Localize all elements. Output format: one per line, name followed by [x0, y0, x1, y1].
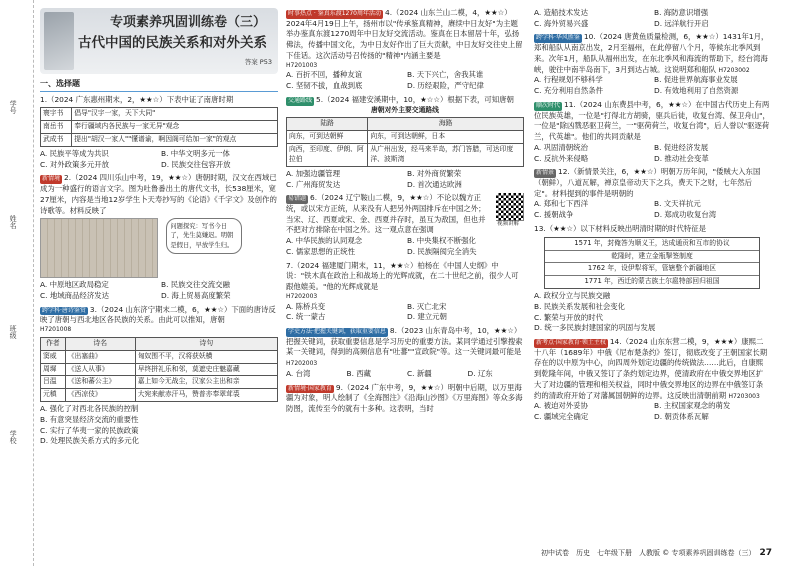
option[interactable]: D. 郑成功收复台湾	[654, 210, 717, 220]
option[interactable]: D. 历经艰险，严守纪律	[407, 81, 484, 91]
timeline-item: 1762 年，设伊犁将军，管辖整个新疆地区	[545, 263, 759, 276]
table-title: 唐朝对外主要交通路线	[371, 105, 439, 114]
question-9	[286, 383, 524, 415]
option[interactable]: D. 统一多民族封建国家的巩固与发展	[534, 323, 656, 333]
question-stem: 1.（2024 广东惠州期末，2，★★☆）下表中证了南唐时期	[40, 94, 234, 104]
option[interactable]: A. 被迫对外妥协	[534, 401, 588, 411]
column-left	[40, 8, 278, 450]
option[interactable]: B. 民族关系发展和社会变化	[534, 301, 626, 311]
timeline-box	[544, 237, 760, 289]
question-stem: 3.（2024 山东济宁期末二模，6，★★☆）下面的唐诗反映了唐朝与西北地区各民族的关系。由此可以推知，唐朝	[40, 304, 276, 325]
option[interactable]: D. 辽东	[467, 368, 493, 378]
options	[286, 302, 524, 323]
side-label-class: 班级	[9, 325, 18, 339]
option[interactable]: B. 海防意识增强	[654, 8, 709, 17]
option[interactable]: C. 对外政策多元开放	[40, 159, 109, 169]
option[interactable]: C. 新疆	[407, 368, 432, 378]
option[interactable]: D. 建立元朝	[407, 312, 447, 322]
question-stem: 11.（2024 山东费县中考，6，★★☆）在中国古代历史上有两位民族英雄，一位是"打得北方胡骑，驱兵后徒，收复台湾、保卫舟山"，一位是"除凶戮恶驱卫荷兰，一"驱荷荷兰，收复台湾"，后人誉以"驱逐荷兰，代英雄"。他们的共同贡献是	[534, 99, 770, 142]
question-stem: 5.（2024 福建安溪期中，10，★☆☆）根据下表，可知唐朝	[316, 94, 514, 104]
question-8	[286, 326, 524, 380]
option[interactable]: C. 充分利用自然条件	[534, 86, 603, 96]
question-stem: 8.（2023 山东青岛中考，10，★★☆）把握关键词，获取重要信息是学习历史的重要方法。某同学通过引擎搜索某一关键词，得到的高频信息有"吐蕃""宣政院"等。这一关键词最可能是	[286, 326, 523, 357]
side-label-id: 学号	[9, 100, 18, 114]
footer-text: 初中试卷 历史 七年级下册 人教版 © 专项素养巩固训练卷（三）	[541, 548, 756, 557]
question-14	[534, 337, 770, 423]
page-number: 27	[759, 547, 772, 558]
option[interactable]: B. 天下兴亡，舍我其谁	[407, 70, 484, 80]
option[interactable]: B. 主权国家观念的萌发	[654, 401, 731, 411]
question-tag: 顺次时代	[536, 101, 561, 109]
options	[534, 143, 770, 164]
option[interactable]: A. 强化了对西北各民族的控制	[40, 404, 139, 414]
options	[286, 236, 524, 257]
option[interactable]: C. 坚韧不拔，血战到底	[286, 81, 363, 91]
question-6	[286, 193, 524, 257]
option[interactable]: B. 对外商贸繁荣	[407, 168, 462, 178]
option[interactable]: D. 有效地利用了自然资源	[654, 86, 739, 96]
question-tag: 时事热点 · 鉴真东渡1270周年活动	[288, 10, 381, 17]
question-tag: 跨学科·唐诗鉴赏	[42, 306, 86, 314]
qr-caption: 视频讲解	[496, 221, 519, 228]
option[interactable]: A. 百折不回，播种友谊	[286, 70, 363, 80]
timeline-item: 乾隆时，建立金瓶掣签制度	[545, 251, 759, 264]
question-stem: 13.（★★☆）以下材料反映出明清时期的时代特征是	[534, 223, 707, 233]
option[interactable]: A. 中华民族的认同观念	[286, 236, 363, 246]
option[interactable]: A. 中原地区政局稳定	[40, 280, 109, 290]
option[interactable]: C. 广州海贸发达	[286, 179, 341, 189]
question-table: 寰宇书 倡导"汉宇一家，天下大同" 南岳书 奉行疆域内各民族与一家无异"观念 武成书 提出"胡汉一家人""懂谱谕，啊因阁可给加一家"的观点	[40, 107, 278, 147]
option[interactable]: C. 援朝战争	[534, 210, 574, 220]
question-5	[286, 95, 524, 190]
option[interactable]: D. 民族交往包容开放	[161, 159, 231, 169]
column-middle	[286, 8, 524, 418]
question-code: H7202003	[286, 292, 318, 300]
qr-code-icon[interactable]	[496, 193, 524, 221]
mountain-image	[44, 12, 74, 70]
timeline-item: 1571 年，封俺答为顺义王，达成通贡和互市的协议	[545, 238, 759, 251]
question-stem: 14.（2024 山东东营二模，9，★★★）康熙二十八年（1689年）中俄《尼布楚条约》签订，彻底改变了王朝国家长期存在的以中原为中心，向四周外划定边疆的传统做法……此后，自康熙到乾隆年间，中俄又签订了条约划定边界，使清政府在中俄交界地区扩大了对边疆的管理和相关权益，同时中俄交界地区的边界在中俄签订条约的清政府开始了对藩属国朝鲜的边界。这反映出清朝前期	[534, 337, 768, 400]
option[interactable]: B. 西藏	[346, 368, 372, 378]
question-2	[40, 173, 278, 301]
speech-bubble: 问题探究：写书今日了，先生莫嫌迟。明朝是假日，早放学生归。	[166, 218, 242, 253]
option[interactable]: B. 中华文明多元一体	[161, 148, 230, 158]
option[interactable]: A. 巩固清朝统治	[534, 142, 588, 152]
question-code: H7201003	[286, 61, 318, 69]
options	[534, 291, 770, 334]
options	[534, 401, 770, 422]
section-title: 一、选择题	[40, 78, 278, 92]
q9-options	[534, 8, 770, 29]
option[interactable]: C. 海外贸易兴盛	[534, 18, 589, 28]
options	[286, 70, 524, 91]
question-code: H7202003	[286, 360, 318, 368]
options	[40, 280, 278, 301]
question-tag: 新考点·国家教育·领土主权	[536, 339, 606, 346]
question-tag: 学史方法·把握关键词，获取重要信息	[288, 328, 386, 336]
options	[534, 75, 770, 96]
option[interactable]: B. 有意突显经济交流的重要性	[40, 414, 139, 424]
side-label-school: 学校	[9, 430, 18, 444]
option[interactable]: B. 中央集权不断强化	[407, 236, 476, 246]
option[interactable]: C. 繁荣与开放的时代	[534, 312, 603, 322]
question-1	[40, 95, 278, 171]
options	[286, 369, 524, 380]
page-footer	[541, 547, 772, 560]
option[interactable]: A. 行程规划不够科学	[534, 75, 603, 85]
option[interactable]: A. 台湾	[286, 368, 311, 378]
option[interactable]: B. 民族交往交流交融	[161, 280, 230, 290]
question-13	[534, 224, 770, 334]
option[interactable]: C. 反抗外来侵略	[534, 153, 589, 163]
question-code: H7203002	[718, 66, 750, 74]
question-stem: 2.（2024 四川乐山中考，19，★★☆）唐朝时期，汉文在西域已成为一种盛行的语言文字。图为吐鲁番出土的唐代文书，长538厘米，宽27厘米，内容是当地12岁学生卜天寿抄写的《论语》《千字文》及创作的诗歌等。材料反映了	[40, 173, 277, 215]
option[interactable]: C. 实行了华夷一家的民族政策	[40, 425, 139, 435]
title-line-2: 古代中国的民族关系和对外关系	[78, 35, 267, 51]
option[interactable]: A. 民族平等成为共识	[40, 148, 109, 158]
title-banner	[40, 8, 278, 74]
side-label-name: 姓名	[9, 215, 18, 229]
question-tag: 新情境·国家教育	[288, 384, 332, 392]
binding-strip	[0, 0, 34, 566]
poem-table: 作者 诗名 诗句 窦威 《出塞曲》 匈奴围不平，汉将获妖横 周墀 《送人从事》 早终拼礼乐和邻，莫遮史庄魅嘉藏 吕温 《送和蕃公主》 嘉上如今无战尘，汉家公主出和亲 元稹 《西凉伎》 大宛来献赤汗马，赞普亦奉翠茸裘	[40, 337, 278, 402]
options	[534, 199, 770, 220]
question-11	[534, 100, 770, 164]
options	[40, 149, 278, 170]
option[interactable]: D. 民族隔阂完全消失	[407, 246, 477, 256]
question-stem: 12.（新情景关注，6，★★☆）明朝万历年间，"倭贼大入东国（朝鲜），八道瓦解，禅京皇帝动天下之兵，费天下之财，七年然后定"。材料提到的事件是明朝的	[534, 167, 761, 198]
option[interactable]: C. 统一蒙古	[286, 312, 326, 322]
options	[40, 404, 278, 447]
option[interactable]: A. 政权分立与民族交融	[534, 291, 611, 301]
option[interactable]: A. 加强边疆管理	[286, 168, 340, 178]
option[interactable]: C. 疆域完全确定	[534, 412, 589, 422]
question-3	[40, 305, 278, 447]
option[interactable]: B. 文天祥抗元	[654, 199, 701, 209]
option[interactable]: D. 海上贸易高度繁荣	[161, 291, 231, 300]
question-tag: 新情景	[536, 169, 555, 177]
option[interactable]: D. 朝贡体系瓦解	[654, 412, 709, 422]
option[interactable]: A. 造船技术发达	[534, 8, 588, 17]
question-tag: 跨学科·华风胜鉴	[536, 34, 580, 42]
question-tag: 新情境	[42, 175, 61, 183]
option[interactable]: D. 推动社会变革	[654, 153, 709, 163]
option[interactable]: A. 郑和七下西洋	[534, 199, 588, 209]
option[interactable]: C. 儒家思想的正统性	[286, 246, 355, 256]
option[interactable]: D. 首次通达欧洲	[407, 179, 462, 189]
question-stem: 10.（2024 唐黄鱼质量检测，6，★★☆）1431年1月，郑和船队从南京出发，2月至福州，在此停留八个月，等候东北季风到来。次年1月，船队从福州出发，在东北季风和海流的帮助下，经台湾海峡，驶往中南半岛南下，3月到达占城。这说明郑和船队	[534, 32, 769, 74]
question-stem: 9.（2024 广东中考，9，★★☆）明朝中后期，以万里海疆为对象，明人绘制了《全海图注》《沿海山沙图》《万里海图》等众多海防图，流传至今的就有十多种。这表明，当时	[286, 382, 523, 414]
option[interactable]: C. 地域商品经济发达	[40, 291, 109, 300]
option[interactable]: D. 处理民族关系方式的多元化	[40, 436, 140, 446]
question-4	[286, 8, 524, 92]
option[interactable]: A. 陈桥兵变	[286, 301, 326, 311]
question-tag: 交通路线	[288, 96, 313, 104]
option[interactable]: B. 灭亡北宋	[407, 301, 447, 311]
question-10	[534, 32, 770, 96]
question-stem: 6.（2024 辽宁鞍山二模，9，★★☆）不论以魏方正统，或以宋方正统，从来没有人把另外两国排斥在中国之外；当宋、辽、西夏或宋、金、西夏并存时，虽互为敌国，但也并不把对方排除在中国之外。这一观点意在强调	[286, 193, 486, 235]
option[interactable]: D. 远洋航行开启	[654, 18, 709, 28]
question-code: H7201008	[40, 326, 72, 334]
column-right	[534, 8, 770, 426]
option[interactable]: B. 促进经济发展	[654, 142, 709, 152]
question-tag: 易错题	[288, 195, 307, 203]
question-7	[286, 261, 524, 323]
timeline-item: 1771 年，西迁的蒙古族土尔扈特部回归祖国	[584, 277, 720, 286]
question-12	[534, 167, 770, 221]
question-code: H7203003	[728, 392, 760, 400]
title-line-1: 专项素养巩固训练卷（三）	[110, 15, 267, 30]
route-table: 陆路 海路 向东，可到达朝鲜 向东，可到达朝鲜，日本 向西，至印度、伊朗、阿拉伯 从广州出发，经马来半岛，苏门答腊，可达印度洋、波斯湾	[286, 117, 524, 166]
question-stem: 4.（2024 山东兰山二模，4，★★☆）2024年4月19日上午，扬州市以"传承鉴真精神，赓续中日友好"为主题举办鉴真东渡1270周年中日友好交流活动。鉴真在日本留居十年，弘扬佛法，传播中国文化，为中日友好作出了巨大贡献，中日友好交往史上留下佳话。这次活动号召传扬的"精神"内涵主要是	[286, 8, 523, 60]
option[interactable]: B. 促进世界航海事业发展	[654, 75, 738, 85]
options	[286, 169, 524, 190]
question-stem: 7.（2024 福建厦门期末，11，★★☆）柏杨在《中国人史纲》中说："铁木真在政治上和战场上的光辉成就，在二十世纪之前，很少人可跟他媲美。"他的光辉成就是	[286, 260, 519, 292]
answer-ref: 答案 P53	[244, 58, 272, 66]
manuscript-image	[40, 218, 158, 278]
